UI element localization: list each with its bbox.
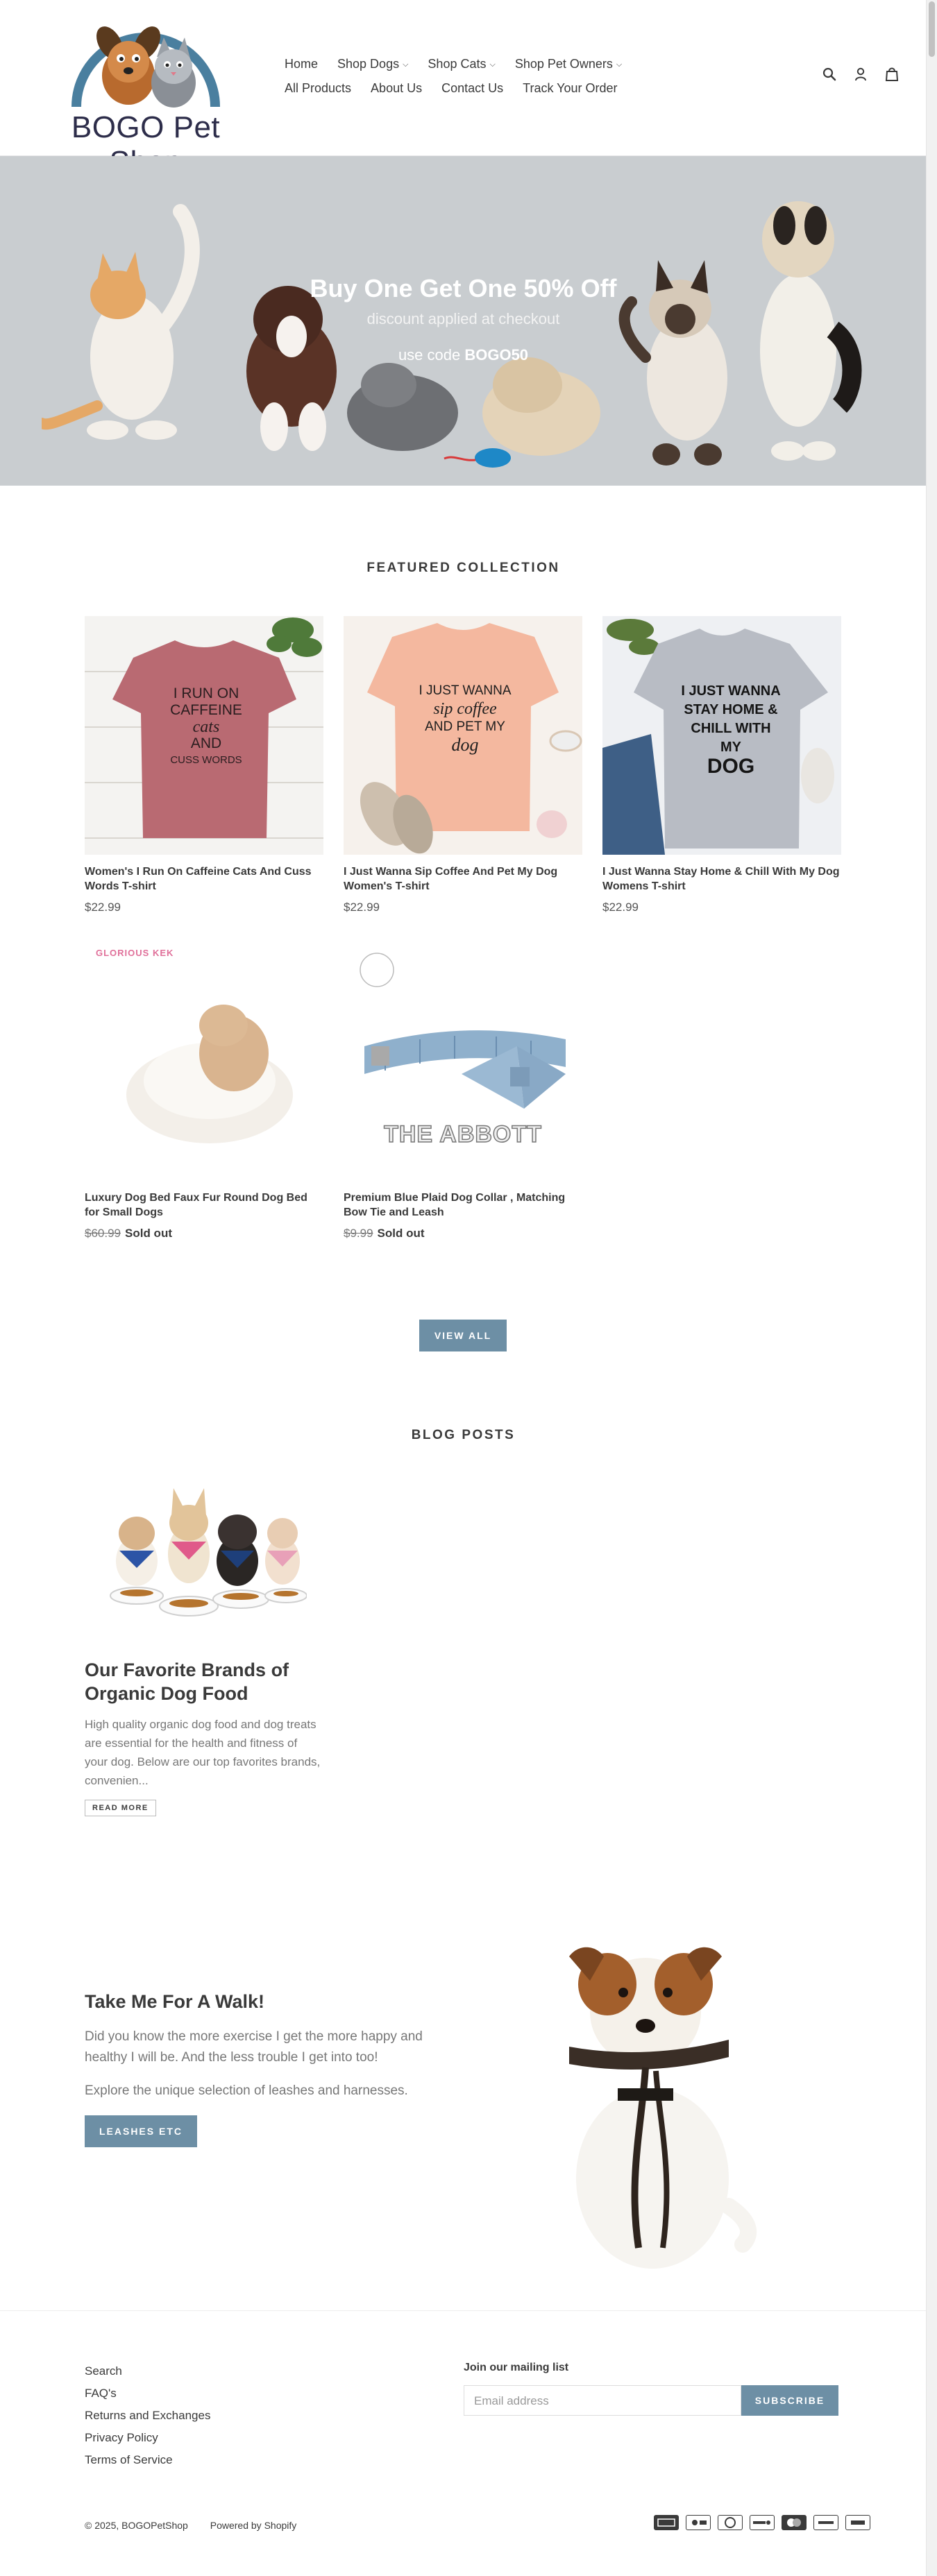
hero-subtitle: discount applied at checkout [366, 310, 560, 327]
product-card[interactable] [85, 942, 323, 1240]
shirt-text-line: sip coffee [433, 700, 497, 718]
shirt-text-line: I JUST WANNA [419, 683, 512, 698]
view-all-button[interactable]: VIEW ALL [419, 1320, 507, 1351]
product-title[interactable]: I Just Wanna Sip Coffee And Pet My Dog Women's T-shirt [344, 866, 558, 892]
mastercard-icon [782, 2515, 807, 2530]
nav-shop-cats[interactable] [428, 57, 495, 71]
shirt-text-line: DOG [707, 755, 755, 778]
hero-title: Buy One Get One 50% Off [310, 274, 617, 302]
brand-watermark: GLORIOUS KEK [96, 948, 174, 958]
shirt-text-line: CHILL WITH MY [691, 721, 771, 755]
visa-icon [845, 2515, 870, 2530]
walk-promo-text [85, 1991, 432, 2147]
nav-shop-dogs-label: Shop Dogs [337, 57, 400, 71]
nav-row-2 [285, 81, 673, 96]
walk-paragraph-1: Did you know the more exercise I get the more happy and healthy I will be. And the less trouble I get into too! [85, 2029, 423, 2065]
newsletter-title: Join our mailing list [464, 2362, 569, 2373]
shirt-text-line: CUSS WORDS [170, 754, 242, 766]
powered-by-link[interactable]: Powered by Shopify [210, 2520, 297, 2531]
product-title[interactable]: Premium Blue Plaid Dog Collar , Matching Bow Tie and Leash [344, 1192, 566, 1218]
footer-divider [0, 2310, 927, 2311]
footer-copyright [85, 2520, 296, 2531]
shirt-text-line: cats [192, 718, 220, 736]
product-title[interactable]: Luxury Dog Bed Faux Fur Round Dog Bed for Small Dogs [85, 1192, 307, 1218]
footer-link-returns[interactable]: Returns and Exchanges [85, 2409, 211, 2422]
nav-home-label: Home [285, 57, 319, 71]
blog-post-excerpt: High quality organic dog food and dog treats are essential for the health and fitness of your dog. Below are our top favorites brands, convenien... [85, 1718, 321, 1787]
logo-text: BOGO Pet [71, 110, 221, 144]
product-price: $22.99 [85, 901, 121, 914]
sold-out-label: Sold out [125, 1227, 172, 1240]
nav-shop-pet-owners-label: Shop Pet Owners [514, 57, 613, 71]
shirt-text-line: CAFFEINE [170, 702, 242, 718]
newsletter-form [464, 2385, 842, 2416]
blog-posts-title: BLOG POSTS [411, 1428, 516, 1442]
shirt-text-line: dog [451, 735, 479, 755]
nav-row-1 [285, 57, 673, 71]
shirt-text-line: I RUN ON [173, 685, 239, 701]
dog-with-leash-illustration [541, 1929, 763, 2276]
product-card[interactable] [344, 942, 582, 1240]
featured-collection-title: FEATURED COLLECTION [366, 561, 560, 575]
product-image[interactable] [85, 616, 323, 855]
product-image[interactable] [602, 616, 841, 855]
blog-post-image[interactable] [85, 1485, 307, 1637]
shirt-print-text [154, 685, 258, 769]
hero-banner[interactable] [0, 156, 927, 486]
brand-watermark: THE ABBOTT [384, 1121, 542, 1148]
scrollbar[interactable] [926, 0, 937, 2576]
shirt-print-text [413, 682, 517, 754]
search-icon[interactable] [822, 67, 836, 81]
nav-shop-dogs[interactable] [337, 57, 408, 71]
product-card[interactable] [85, 616, 323, 914]
email-input[interactable]: Email address [464, 2385, 741, 2416]
old-price: $9.99 [344, 1227, 373, 1240]
nav-track-order[interactable]: Track Your Order [523, 81, 618, 95]
diners-club-icon [718, 2515, 743, 2530]
logo-pets-illustration [35, 10, 257, 114]
footer-links [85, 2364, 210, 2475]
footer-link-terms[interactable]: Terms of Service [85, 2453, 173, 2466]
read-more-button[interactable]: READ MORE [85, 1800, 156, 1816]
newsletter [464, 2362, 842, 2416]
walk-paragraph-2: Explore the unique selection of leashes and harnesses. [85, 2083, 408, 2098]
account-icon[interactable] [854, 67, 867, 81]
product-grid [85, 616, 841, 1268]
product-image[interactable] [85, 942, 323, 1181]
shirt-print-text [679, 682, 783, 776]
product-title[interactable]: Women's I Run On Caffeine Cats And Cuss Words T-shirt [85, 866, 312, 892]
walk-heading: Take Me For A Walk! [85, 1991, 265, 2012]
product-image[interactable] [344, 942, 582, 1181]
shirt-text-line: AND [190, 735, 222, 751]
header-icons [822, 67, 899, 82]
copyright-text[interactable]: © 2025, BOGOPetShop [85, 2520, 188, 2531]
footer-link-search[interactable]: Search [85, 2364, 122, 2378]
main-nav [285, 57, 673, 105]
chevron-down-icon: ⌵ [489, 60, 496, 69]
hero-code-line [0, 346, 927, 364]
paypal-icon [813, 2515, 838, 2530]
nav-shop-pet-owners[interactable] [515, 57, 622, 71]
site-logo[interactable] [35, 10, 257, 148]
footer-link-faqs[interactable]: FAQ's [85, 2387, 117, 2400]
shirt-text-line: I JUST WANNA [681, 683, 781, 699]
chevron-down-icon: ⌵ [403, 60, 409, 69]
product-price [344, 1227, 582, 1240]
site-header [0, 0, 927, 156]
product-price: $22.99 [602, 901, 639, 914]
nav-about-us[interactable]: About Us [371, 81, 423, 95]
scrollbar-thumb[interactable] [929, 1, 935, 57]
old-price: $60.99 [85, 1227, 121, 1240]
nav-contact-us[interactable]: Contact Us [441, 81, 504, 95]
shirt-text-line: AND PET MY [425, 719, 505, 734]
product-image[interactable] [344, 616, 582, 855]
apple-pay-icon [686, 2515, 711, 2530]
product-price: $22.99 [344, 901, 380, 914]
hero-code: BOGO50 [464, 346, 529, 364]
nav-all-products[interactable]: All Products [285, 81, 352, 95]
footer-link-privacy[interactable]: Privacy Policy [85, 2431, 158, 2444]
discover-icon [750, 2515, 775, 2530]
cart-icon[interactable] [885, 67, 899, 82]
chevron-down-icon: ⌵ [616, 60, 623, 69]
amex-icon [654, 2515, 679, 2530]
nav-shop-cats-label: Shop Cats [428, 57, 487, 71]
product-card[interactable] [602, 616, 841, 914]
leashes-button[interactable]: LEASHES ETC [85, 2115, 197, 2147]
sold-out-label: Sold out [377, 1227, 425, 1240]
blog-post-card [85, 1485, 328, 1816]
nav-home[interactable] [285, 57, 318, 71]
shirt-text-line: STAY HOME & [684, 702, 778, 717]
blog-post-title[interactable]: Our Favorite Brands of Organic Dog Food [85, 1660, 289, 1704]
subscribe-button[interactable]: SUBSCRIBE [741, 2385, 838, 2416]
product-card[interactable] [344, 616, 582, 914]
product-price [85, 1227, 323, 1240]
hero-code-prefix: use code [398, 346, 465, 364]
product-title[interactable]: I Just Wanna Stay Home & Chill With My Dog Womens T-shirt [602, 866, 840, 892]
payment-icons [654, 2515, 870, 2530]
